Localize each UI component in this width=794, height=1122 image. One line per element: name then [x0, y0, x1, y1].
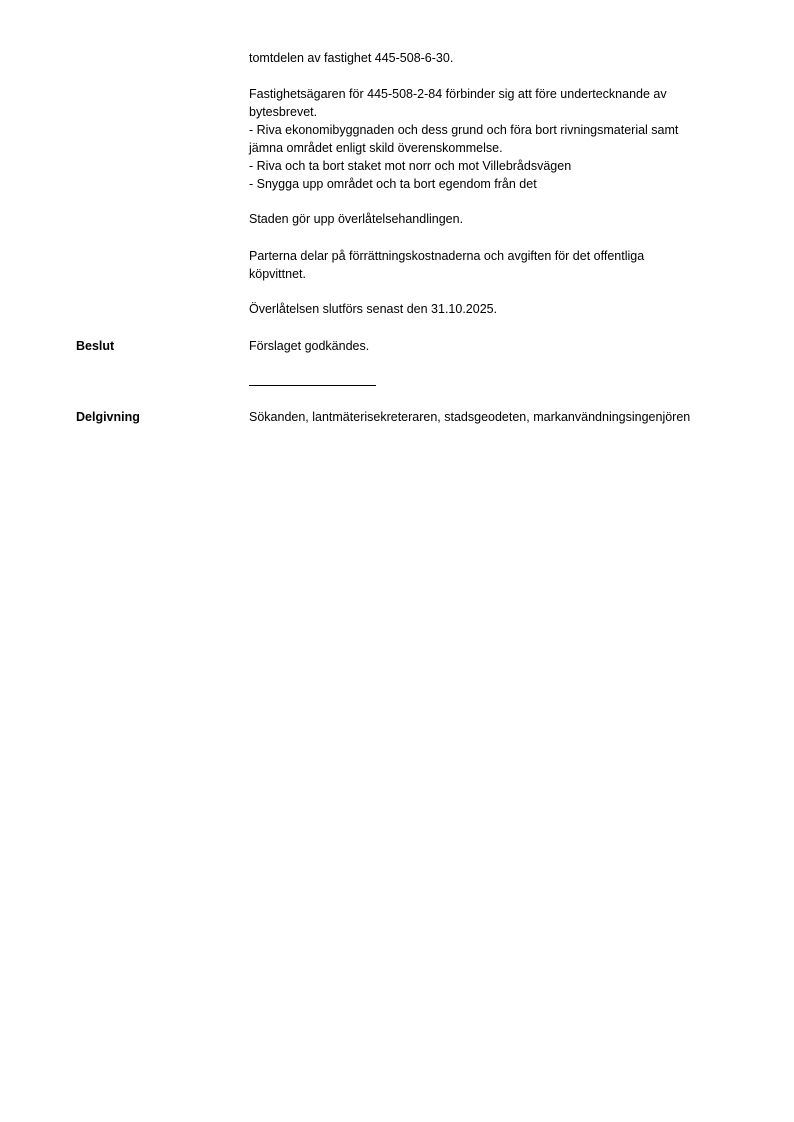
- costs-line-2: köpvittnet.: [249, 267, 306, 281]
- intro-line: tomtdelen av fastighet 445-508-6-30.: [249, 51, 454, 65]
- beslut-section: [249, 337, 749, 355]
- delgivning-text: Sökanden, lantmäterisekreteraren, stadsgeodeten, markanvändningsingenjören: [249, 410, 691, 424]
- delgivning-label: Delgivning: [76, 410, 140, 424]
- owner-line-2: bytesbrevet.: [249, 105, 318, 119]
- beslut-text: Förslaget godkändes.: [249, 339, 370, 353]
- costs-line-1: Parterna delar på förrättningskostnaderna och avgiften för det offentliga: [249, 249, 645, 263]
- intro-paragraph: [249, 49, 749, 67]
- costs-paragraph: [249, 247, 749, 283]
- owner-line-5: - Riva och ta bort staket mot norr och mot Villebrådsvägen: [249, 159, 572, 173]
- separator-rule: [249, 385, 376, 386]
- owner-line-1: Fastighetsägaren för 445-508-2-84 förbinder sig att före undertecknande av: [249, 87, 667, 101]
- beslut-label: Beslut: [76, 339, 115, 353]
- city-paragraph: [249, 210, 749, 228]
- deadline-paragraph: [249, 300, 749, 318]
- delgivning-section: [249, 408, 749, 426]
- city-line: Staden gör upp överlåtelsehandlingen.: [249, 212, 464, 226]
- owner-line-6: - Snygga upp området och ta bort egendom från det: [249, 177, 537, 191]
- owner-line-4: jämna området enligt skild överenskommelse.: [249, 141, 503, 155]
- deadline-line: Överlåtelsen slutförs senast den 31.10.2025.: [249, 302, 498, 316]
- owner-obligations-paragraph: [249, 85, 749, 193]
- owner-line-3: - Riva ekonomibyggnaden och dess grund och föra bort rivningsmaterial samt: [249, 123, 679, 137]
